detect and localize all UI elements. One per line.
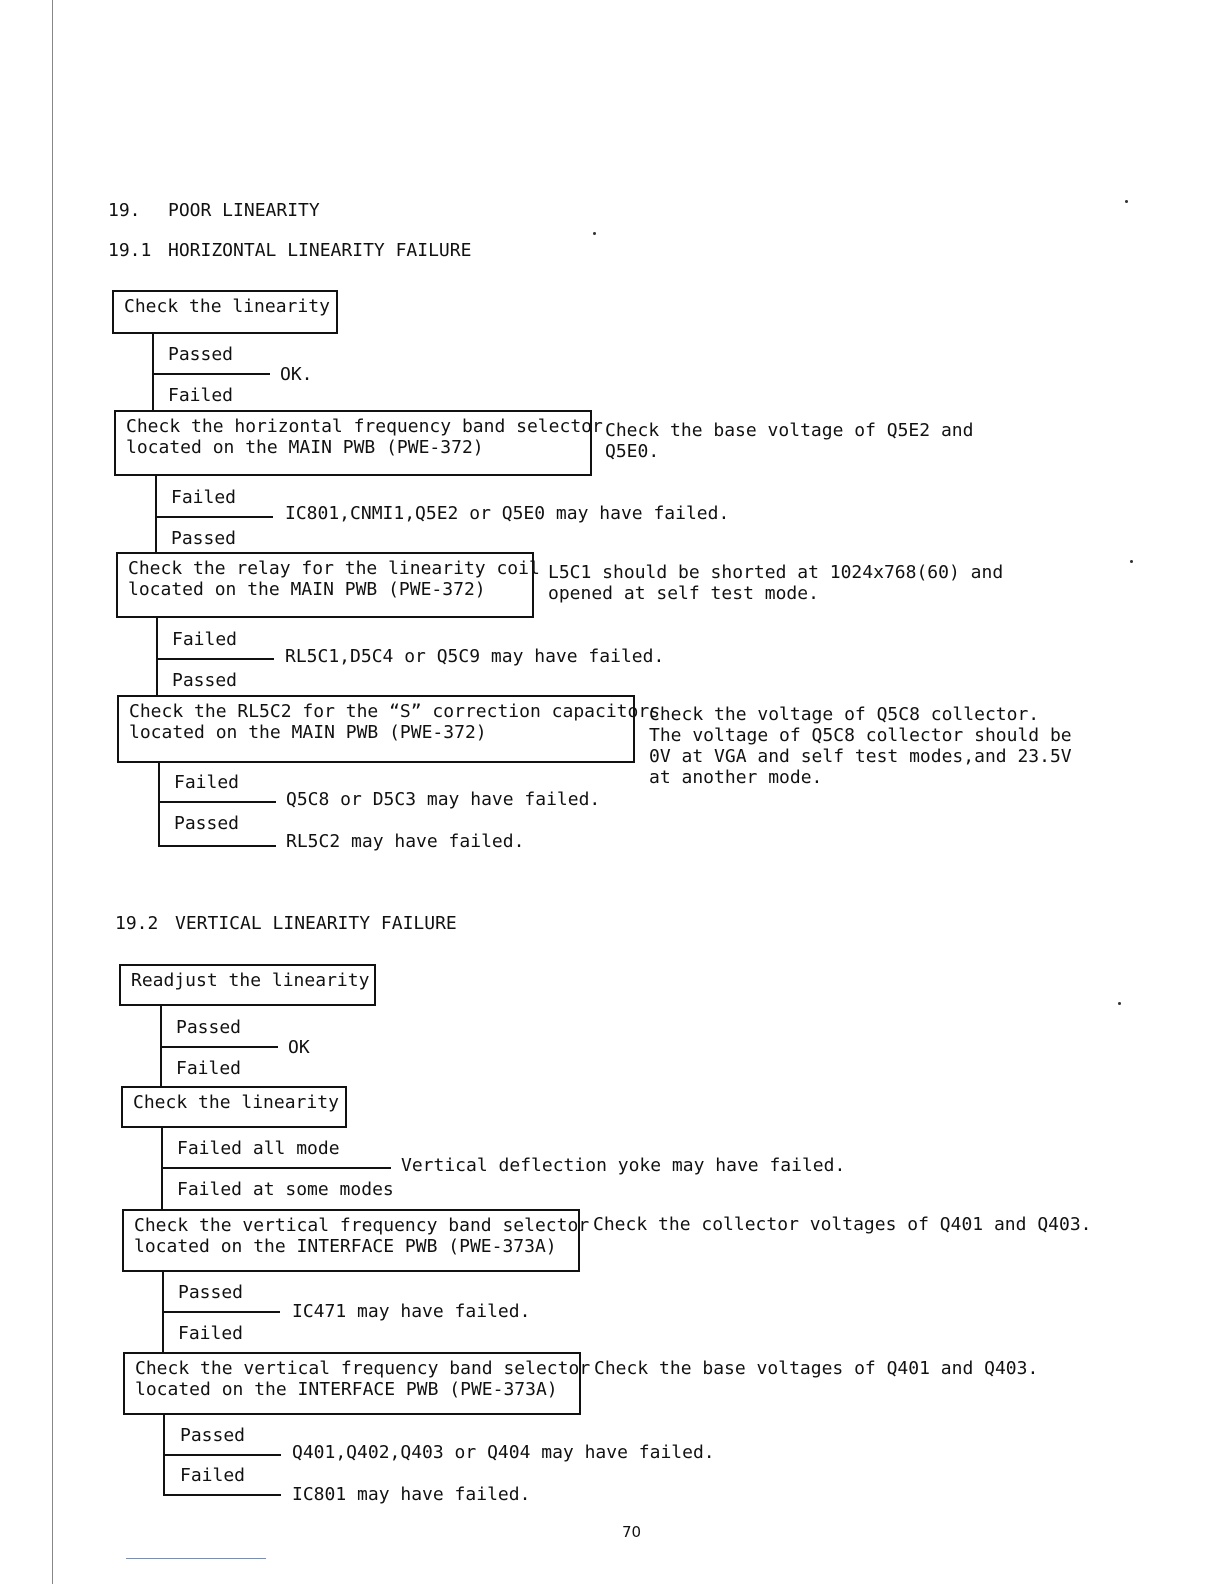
- h-step3-trunk: [156, 618, 158, 696]
- h-step4-box: [117, 695, 661, 763]
- v-step3-passed: Passed: [178, 1282, 244, 1303]
- h-step4-branch-failed: [158, 801, 276, 803]
- v-step4-box: [123, 1352, 591, 1415]
- v-step1-box: [119, 964, 376, 1006]
- v-step3-box-line1: Check the vertical frequency band selector: [134, 1215, 590, 1236]
- v-step2-branch: [161, 1167, 391, 1169]
- v-step4-branch-passed: [163, 1454, 281, 1456]
- h-step4-result-passed: RL5C2 may have failed.: [286, 831, 525, 852]
- h-step1-branch: [152, 373, 270, 375]
- v-step2-failed-some: Failed at some modes: [177, 1179, 394, 1200]
- h-step4-note: [649, 704, 1072, 788]
- scan-speck: [1118, 1002, 1121, 1005]
- h-step3-branch: [156, 658, 274, 660]
- h-step1-box: [112, 290, 338, 334]
- h-step2-trunk: [155, 476, 157, 554]
- v-step4-box-line1: Check the vertical frequency band selector: [135, 1358, 591, 1379]
- section-title: POOR LINEARITY: [168, 200, 320, 221]
- h-step1-failed: Failed: [168, 385, 234, 406]
- h-step3-note-line2: opened at self test mode.: [548, 583, 819, 604]
- h-step1-label: Check the linearity: [124, 296, 330, 317]
- h-step3-note-line1: L5C1 should be shorted at 1024x768(60) and: [548, 562, 1004, 583]
- h-step3-failed: Failed: [172, 629, 238, 650]
- h-step2-result: IC801,CNMI1,Q5E2 or Q5E0 may have failed.: [285, 503, 730, 524]
- h-step2-note: [605, 420, 973, 462]
- v-step4-box-line2: located on the INTERFACE PWB (PWE-373A): [135, 1379, 558, 1400]
- v-step4-passed: Passed: [180, 1425, 246, 1446]
- page-number: 70: [622, 1523, 642, 1541]
- v-step1-passed: Passed: [176, 1017, 242, 1038]
- section-number: 19.: [108, 200, 141, 221]
- v-step4-branch-failed: [163, 1494, 281, 1496]
- scan-margin-line: [52, 0, 53, 1584]
- h-step4-note-line2: The voltage of Q5C8 collector should be: [649, 725, 1072, 746]
- v-step4-result-passed: Q401,Q402,Q403 or Q404 may have failed.: [292, 1442, 715, 1463]
- h-step2-box-line2: located on the MAIN PWB (PWE-372): [126, 437, 484, 458]
- h-step2-box: [114, 410, 603, 476]
- v-step3-failed: Failed: [178, 1323, 244, 1344]
- v-step4-note: Check the base voltages of Q401 and Q403.: [594, 1358, 1039, 1379]
- h-step3-box: [116, 552, 540, 618]
- subsection-title-19-1: HORIZONTAL LINEARITY FAILURE: [168, 240, 472, 261]
- h-step1-passed: Passed: [168, 344, 234, 365]
- footer-rule: [126, 1558, 266, 1559]
- subsection-number-19-1: 19.1: [108, 240, 152, 261]
- v-step2-result: Vertical deflection yoke may have failed.: [401, 1155, 846, 1176]
- h-step4-branch-passed: [158, 845, 276, 847]
- v-step2-trunk: [161, 1128, 163, 1210]
- h-step3-box-line2: located on the MAIN PWB (PWE-372): [128, 579, 486, 600]
- h-step2-branch: [155, 516, 273, 518]
- scan-speck: [1125, 200, 1128, 203]
- v-step2-box: [121, 1086, 347, 1128]
- h-step2-failed: Failed: [171, 487, 237, 508]
- v-step1-branch: [160, 1046, 278, 1048]
- h-step3-passed: Passed: [172, 670, 238, 691]
- v-step1-label: Readjust the linearity: [131, 970, 370, 991]
- h-step4-failed: Failed: [174, 772, 240, 793]
- h-step4-note-line4: at another mode.: [649, 767, 823, 788]
- v-step2-label: Check the linearity: [133, 1092, 339, 1113]
- h-step1-result: OK.: [280, 364, 313, 385]
- v-step3-note: Check the collector voltages of Q401 and Q403.: [593, 1214, 1092, 1235]
- v-step3-result: IC471 may have failed.: [292, 1301, 531, 1322]
- h-step2-passed: Passed: [171, 528, 237, 549]
- v-step4-result-failed: IC801 may have failed.: [292, 1484, 531, 1505]
- h-step2-box-line1: Check the horizontal frequency band selector: [126, 416, 603, 437]
- h-step4-note-line3: 0V at VGA and self test modes,and 23.5V: [649, 746, 1072, 767]
- h-step4-trunk: [158, 763, 160, 847]
- h-step3-result: RL5C1,D5C4 or Q5C9 may have failed.: [285, 646, 665, 667]
- h-step4-box-line1: Check the RL5C2 for the “S” correction capacitors: [129, 701, 661, 722]
- v-step1-result: OK: [288, 1037, 310, 1058]
- scan-speck: [1130, 560, 1133, 563]
- h-step2-note-line2: Q5E0.: [605, 441, 660, 462]
- scan-speck: [593, 232, 596, 235]
- h-step4-passed: Passed: [174, 813, 240, 834]
- h-step4-box-line2: located on the MAIN PWB (PWE-372): [129, 722, 487, 743]
- v-step3-box: [122, 1209, 590, 1272]
- v-step3-branch: [162, 1311, 280, 1313]
- v-step1-failed: Failed: [176, 1058, 242, 1079]
- v-step4-failed: Failed: [180, 1465, 246, 1486]
- h-step4-note-line1: Check the voltage of Q5C8 collector.: [649, 704, 1040, 725]
- h-step3-note: [548, 562, 1003, 604]
- h-step4-result-failed: Q5C8 or D5C3 may have failed.: [286, 789, 601, 810]
- v-step3-box-line2: located on the INTERFACE PWB (PWE-373A): [134, 1236, 557, 1257]
- subsection-title-19-2: VERTICAL LINEARITY FAILURE: [175, 913, 457, 934]
- v-step2-failed-all: Failed all mode: [177, 1138, 340, 1159]
- h-step3-box-line1: Check the relay for the linearity coil: [128, 558, 540, 579]
- subsection-number-19-2: 19.2: [115, 913, 159, 934]
- h-step2-note-line1: Check the base voltage of Q5E2 and: [605, 420, 974, 441]
